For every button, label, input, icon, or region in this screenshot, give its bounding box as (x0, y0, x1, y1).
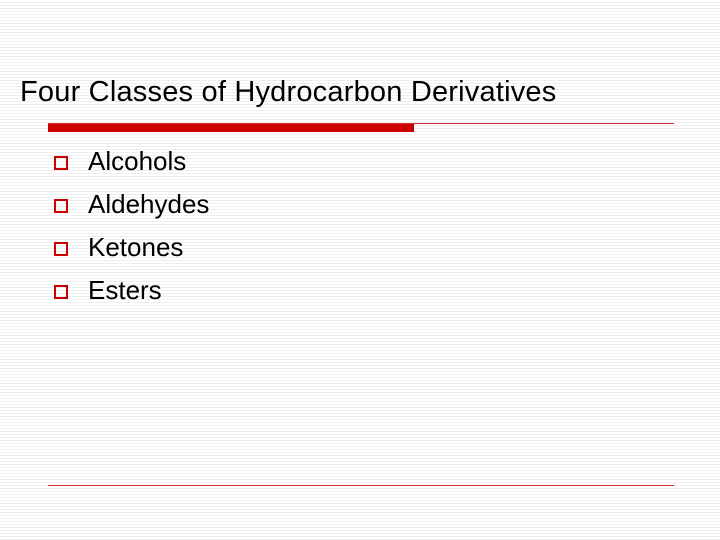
bullet-label: Ketones (88, 232, 184, 262)
square-bullet-icon (54, 285, 68, 299)
square-bullet-icon (54, 199, 68, 213)
list-item (54, 140, 209, 183)
title-accent-bar (48, 124, 414, 132)
list-item (54, 183, 209, 226)
footer-rule (48, 485, 674, 486)
bullet-list (54, 140, 209, 312)
list-item (54, 226, 209, 269)
list-item (54, 269, 209, 312)
square-bullet-icon (54, 242, 68, 256)
bullet-label: Aldehydes (88, 189, 210, 219)
bullet-label: Alcohols (88, 146, 187, 176)
slide-title: Four Classes of Hydrocarbon Derivatives (20, 76, 557, 108)
bullet-label: Esters (88, 275, 162, 305)
square-bullet-icon (54, 156, 68, 170)
